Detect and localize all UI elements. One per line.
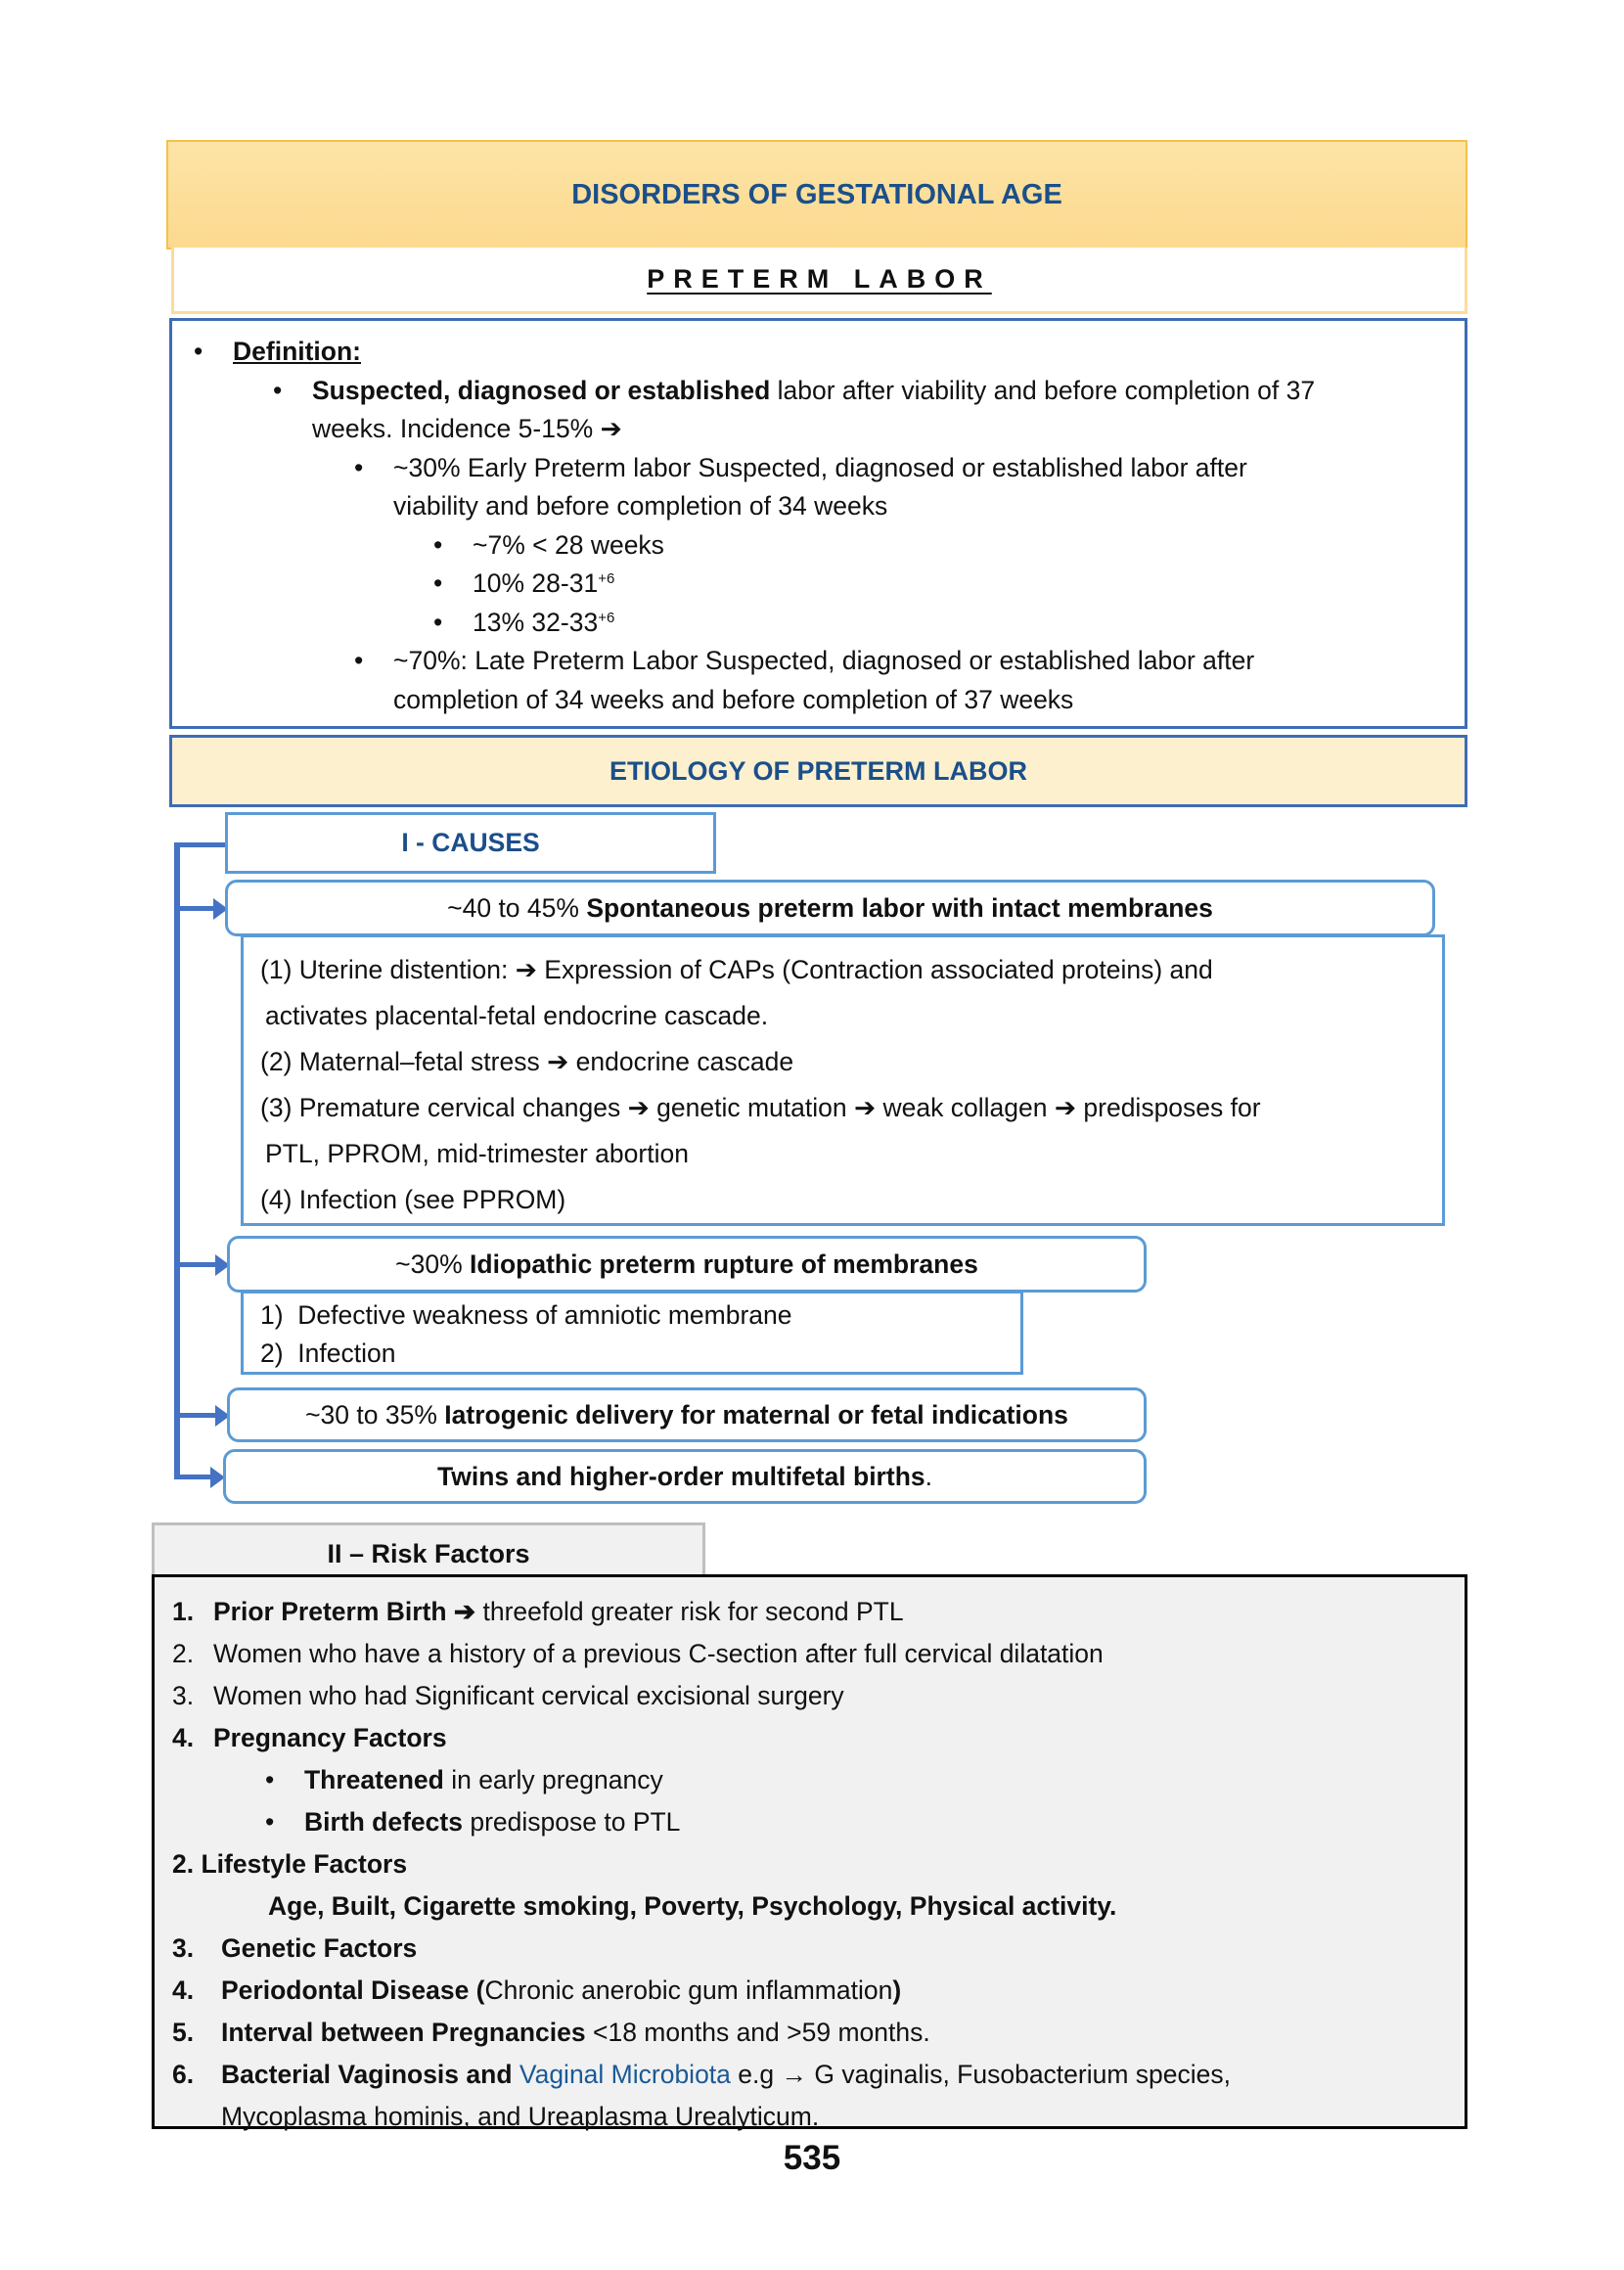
lifestyle-label: 2. Lifestyle Factors [172, 1849, 408, 1879]
spontaneous-item: (1) Uterine distention: ➔ Expression of CAPs (Contraction associated proteins) and [260, 955, 1213, 984]
risk-item: 3. Genetic Factors [172, 1933, 418, 1963]
idiopathic-item: 2) Infection [260, 1339, 396, 1368]
early-breakdown-item: • ~7% < 28 weeks [473, 526, 1465, 566]
twins-cause-box: Twins and higher-order multifetal births . [223, 1449, 1147, 1504]
vaginal-microbiota-term: Vaginal Microbiota [519, 2060, 731, 2089]
etiology-title: ETIOLOGY OF PRETERM LABOR [609, 755, 1028, 786]
definition-bullet [233, 333, 1465, 372]
spontaneous-item: (3) Premature cervical changes ➔ genetic mutation ➔ weak collagen ➔ predisposes for [260, 1093, 1261, 1122]
connector-branch [174, 1475, 211, 1479]
connector-branch [174, 906, 215, 911]
early-preterm-item: • ~30% Early Preterm labor Suspected, diagnosed or established labor after viability and before completion of 34 weeks [393, 449, 1465, 526]
spontaneous-item: (4) Infection (see PPROM) [260, 1185, 566, 1214]
risk-factors-tab: II – Risk Factors [152, 1522, 705, 1575]
risk-item: 4. Periodontal Disease (Chronic anerobic gum inflammation) [172, 1975, 902, 2005]
connector-line [174, 844, 180, 1479]
connector-branch [174, 842, 227, 847]
iatrogenic-cause-box: ~30 to 35% Iatrogenic delivery for maternal or fetal indications [227, 1387, 1147, 1442]
spontaneous-details [241, 934, 1445, 1226]
spontaneous-item: (2) Maternal–fetal stress ➔ endocrine cascade [260, 1047, 794, 1076]
early-breakdown-item: • 10% $28-31^{+6}$ [473, 565, 1465, 604]
early-breakdown-item: • 13% $32-33^{+6}$ [473, 604, 1465, 643]
chapter-title: DISORDERS OF GESTATIONAL AGE [571, 178, 1062, 210]
idiopathic-item: 1) Defective weakness of amniotic membrane [260, 1300, 792, 1330]
spontaneous-item: activates placental-fetal endocrine cascade. [265, 1001, 769, 1030]
risk-item: 1. Prior Preterm Birth ➔ threefold greater risk for second PTL [172, 1597, 904, 1626]
lifestyle-detail: Age, Built, Cigarette smoking, Poverty, Psychology, Physical activity. [268, 1891, 1117, 1921]
etiology-header [169, 735, 1467, 807]
causes-label-box: I - CAUSES [225, 812, 716, 874]
pregnancy-subitem: • Birth defects predispose to PTL [304, 1801, 1465, 1843]
risk-factors-box [152, 1574, 1467, 2129]
late-preterm-item: • ~70%: Late Preterm Labor Suspected, diagnosed or established labor after completion of 34 weeks and before completion of 37 weeks [393, 642, 1465, 719]
page-number: 535 [783, 2139, 841, 2177]
risk-item: 3. Women who had Significant cervical excisional surgery [172, 1681, 844, 1710]
definition-box [169, 318, 1467, 729]
risk-item: 6. Bacterial Vaginosis and Vaginal Microbiota e.g → G vaginalis, Fusobacterium species, [172, 2060, 1232, 2089]
idiopathic-cause-box: ~30% Idiopathic preterm rupture of membranes [227, 1236, 1147, 1293]
idiopathic-details [241, 1291, 1023, 1375]
spontaneous-cause-box: ~40 to 45% Spontaneous preterm labor with intact membranes [225, 880, 1435, 936]
spontaneous-item: PTL, PPROM, mid-trimester abortion [265, 1139, 689, 1168]
risk-item-continuation: Mycoplasma hominis, and Ureaplasma Urealyticum. [221, 2102, 820, 2131]
risk-item: 5. Interval between Pregnancies <18 months and >59 months. [172, 2018, 930, 2047]
chapter-header [166, 140, 1467, 250]
risk-item: 4. Pregnancy Factors [172, 1723, 447, 1752]
section-header [171, 248, 1467, 314]
risk-item: 2. Women who have a history of a previous C-section after full cervical dilatation [172, 1639, 1104, 1668]
pregnancy-subitem: • Threatened in early pregnancy [304, 1759, 1465, 1801]
definition-main: • Suspected, diagnosed or established labor after viability and before completion of 37 weeks. Incidence 5-15% ➔ [312, 372, 1465, 449]
definition-label: Definition: [233, 337, 361, 366]
connector-branch [174, 1262, 215, 1267]
section-title: PRETERM LABOR [647, 264, 992, 294]
connector-branch [174, 1413, 215, 1418]
